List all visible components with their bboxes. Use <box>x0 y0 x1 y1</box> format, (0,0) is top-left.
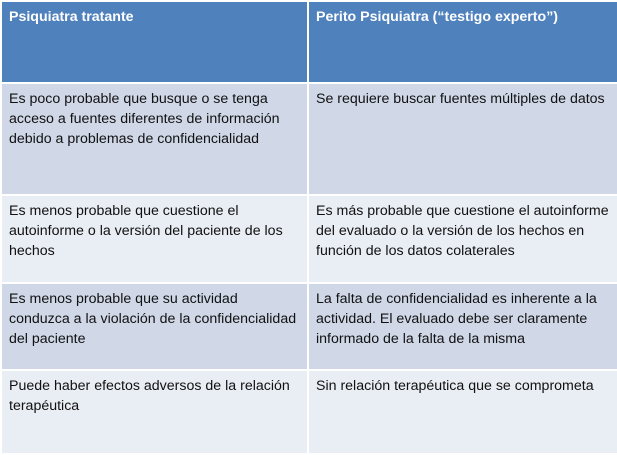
cell-expert: Sin relación terapéutica que se comprometa <box>308 370 617 454</box>
cell-treating: Es poco probable que busque o se tenga acceso a fuentes diferentes de información debido a problemas de confidencialidad <box>1 83 308 195</box>
table-row <box>1 195 617 283</box>
cell-expert: La falta de confidencialidad es inherente a la actividad. El evaluado debe ser claramente informado de la falta de la misma <box>308 283 617 371</box>
cell-expert: Es más probable que cuestione el autoinforme del evaluado o la versión de los hechos en función de los datos colaterales <box>308 195 617 283</box>
cell-treating: Puede haber efectos adversos de la relación terapéutica <box>1 370 308 454</box>
header-row <box>1 1 617 83</box>
table-row <box>1 283 617 371</box>
header-expert-witness-psychiatrist: Perito Psiquiatra (“testigo experto”) <box>308 1 617 83</box>
cell-treating: Es menos probable que cuestione el autoinforme o la versión del paciente de los hechos <box>1 195 308 283</box>
table-row <box>1 83 617 195</box>
table-row <box>1 370 617 454</box>
cell-treating: Es menos probable que su actividad conduzca a la violación de la confidencialidad del paciente <box>1 283 308 371</box>
header-treating-psychiatrist: Psiquiatra tratante <box>1 1 308 83</box>
cell-expert: Se requiere buscar fuentes múltiples de datos <box>308 83 617 195</box>
